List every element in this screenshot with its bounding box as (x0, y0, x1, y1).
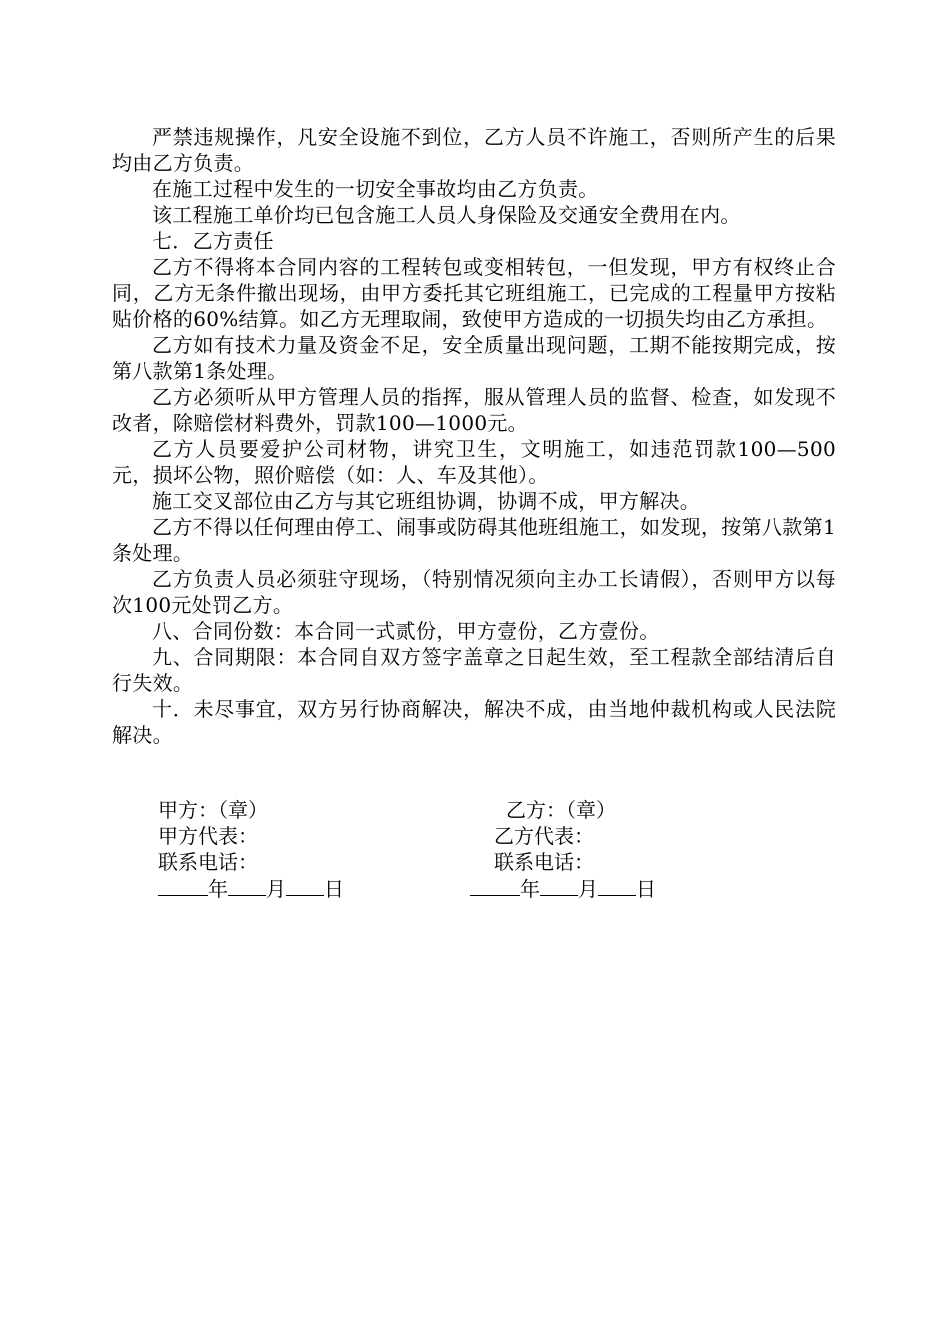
section-disputes: 十．未尽事宜，双方另行协商解决，解决不成，由当地仲裁机构或人民法院解决。 (112, 697, 836, 747)
paragraph-safety-accident: 在施工过程中发生的一切安全事故均由乙方负责。 (152, 177, 599, 201)
month-blank (228, 875, 266, 896)
day-label: 日 (324, 877, 344, 901)
party-a-seal: 甲方：（章） (158, 798, 268, 822)
day-blank (286, 875, 324, 896)
paragraph-on-site: 乙方负责人员必须驻守现场，（特别情况须向主办工长请假），否则甲方以每次100元处罚乙方。 (112, 567, 836, 617)
paragraph-no-stoppage: 乙方不得以任何理由停工、闹事或防碍其他班组施工，如发现，按第八款第1条处理。 (112, 515, 836, 565)
day-blank (598, 875, 636, 896)
day-label: 日 (636, 877, 656, 901)
year-blank (158, 875, 208, 896)
party-b-representative: 乙方代表： (494, 824, 594, 848)
month-label: 月 (578, 877, 598, 901)
paragraph-safety-violation: 严禁违规操作，凡安全设施不到位，乙方人员不许施工，否则所产生的后果均由乙方负责。 (112, 125, 836, 175)
year-label: 年 (208, 877, 228, 901)
section-copies: 八、合同份数：本合同一式贰份，甲方壹份，乙方壹份。 (152, 619, 660, 643)
year-label: 年 (520, 877, 540, 901)
party-a-representative: 甲方代表： (158, 824, 258, 848)
party-a-phone: 联系电话： (158, 850, 258, 874)
signature-phone-row (158, 849, 778, 875)
signature-rep-row (158, 823, 778, 849)
paragraph-unit-price: 该工程施工单价均已包含施工人员人身保险及交通安全费用在内。 (152, 203, 741, 227)
signature-block (158, 797, 778, 901)
paragraph-care-property: 乙方人员要爱护公司材物，讲究卫生，文明施工，如违范罚款100—500元，损坏公物，照价赔偿（如：人、车及其他）。 (112, 437, 836, 487)
paragraph-coordination: 施工交叉部位由乙方与其它班组协调，协调不成，甲方解决。 (152, 489, 701, 513)
section-term: 九、合同期限：本合同自双方签字盖章之日起生效，至工程款全部结清后自行失效。 (112, 645, 836, 695)
paragraph-capacity: 乙方如有技术力量及资金不足，安全质量出现问题，工期不能按期完成，按第八款第1条处理。 (112, 333, 836, 383)
paragraph-subcontract: 乙方不得将本合同内容的工程转包或变相转包，一但发现，甲方有权终止合同，乙方无条件撤出现场，由甲方委托其它班组施工，已完成的工程量甲方按粘贴价格的60%结算。如乙方无理取闹，致使甲方造成的一切损失均由乙方承担。 (112, 255, 836, 331)
year-blank (470, 875, 520, 896)
contract-body (112, 124, 836, 748)
party-b-phone: 联系电话： (494, 850, 594, 874)
paragraph-obey-management: 乙方必须听从甲方管理人员的指挥，服从管理人员的监督、检查，如发现不改者，除赔偿材料费外，罚款100—1000元。 (112, 385, 836, 435)
signature-date-row (158, 875, 778, 901)
party-b-date (470, 875, 656, 902)
party-a-date (158, 875, 344, 902)
month-label: 月 (266, 877, 286, 901)
section-heading-7: 七．乙方责任 (152, 229, 274, 253)
party-b-seal: 乙方：（章） (506, 798, 616, 822)
signature-party-row (158, 797, 778, 823)
month-blank (540, 875, 578, 896)
